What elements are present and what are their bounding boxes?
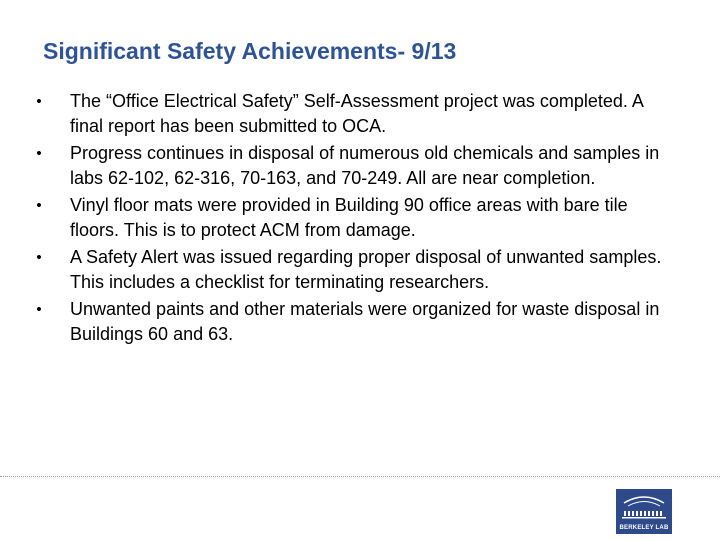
bullet-text: Progress continues in disposal of numerous old chemicals and samples in labs 62-102, 62-316, 70-163, and 70-249. All are near completion. — [70, 143, 660, 188]
bullet-item — [32, 297, 672, 347]
bullet-item — [32, 245, 672, 295]
bullet-item — [32, 193, 672, 243]
berkeley-lab-logo — [616, 489, 672, 534]
bullet-text: Unwanted paints and other materials were organized for waste disposal in Buildings 60 and 63. — [70, 299, 660, 344]
logo-text: BERKELEY LAB — [619, 525, 669, 531]
bullet-icon: • — [36, 249, 42, 266]
bullet-icon: • — [36, 145, 42, 162]
bullet-icon: • — [36, 301, 42, 318]
berkeley-lab-logo-icon — [616, 489, 672, 523]
bullet-item — [32, 141, 672, 191]
bullet-text: Vinyl floor mats were provided in Building 90 office areas with bare tile floors. This is to protect ACM from damage. — [70, 195, 628, 240]
bullet-icon: • — [36, 197, 42, 214]
bullet-text: The “Office Electrical Safety” Self-Assessment project was completed. A final report has been submitted to OCA. — [70, 91, 643, 136]
bullet-text: A Safety Alert was issued regarding proper disposal of unwanted samples. This includes a checklist for terminating researchers. — [70, 247, 662, 292]
bullet-item — [32, 89, 672, 139]
slide-title: Significant Safety Achievements- 9/13 — [43, 38, 457, 64]
bullet-list — [32, 89, 672, 349]
footer-divider — [0, 476, 720, 477]
bullet-icon: • — [36, 93, 42, 110]
